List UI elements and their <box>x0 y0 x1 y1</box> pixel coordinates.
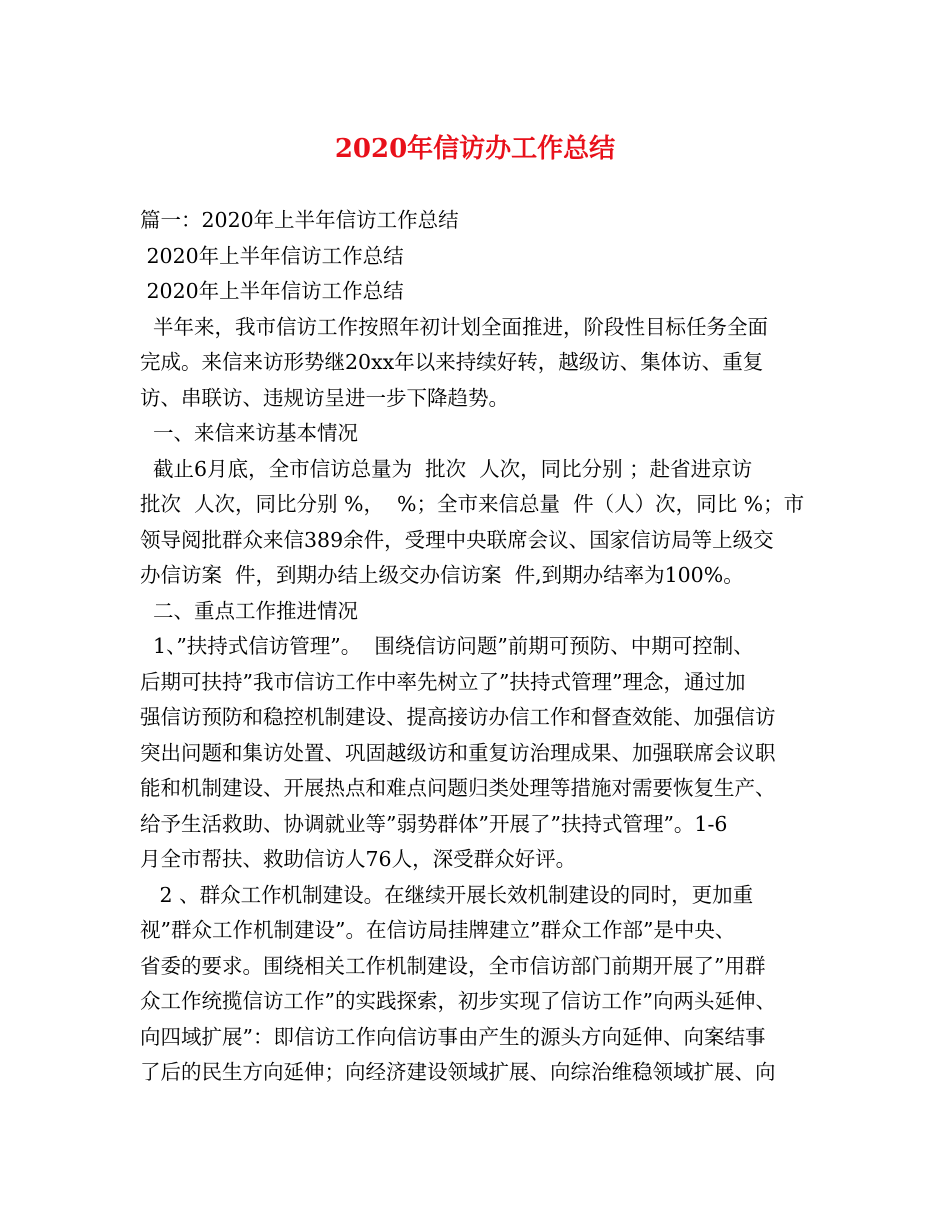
text-line: 一、来信来访基本情况 <box>140 421 359 445</box>
text-line: 2020年上半年信访工作总结 <box>140 243 404 268</box>
text-line: 省委的要求。围绕相关工作机制建设，全市信访部门前期开展了”用群 <box>140 953 766 978</box>
text-line: 强信访预防和稳控机制建设、提高接访办信工作和督查效能、加强信访 <box>140 705 776 729</box>
text-line: 2 、群众工作机制建设。在继续开展长效机制建设的同时，更加重 <box>140 882 754 907</box>
text-line: 向四域扩展”：即信访工作向信访事由产生的源头方向延伸、向案结事 <box>140 1024 766 1049</box>
document-body <box>140 203 825 1091</box>
text-line: 1、”扶持式信访管理”。 围绕信访问题”前期可预防、中期可控制、 <box>140 634 754 658</box>
text-line: 批次 人次，同比分别 %， %；全市来信总量 件（人）次，同比 %；市 <box>140 492 805 516</box>
text-line: 办信访案 件，到期办结上级交办信访案 件,到期办结率为100%。 <box>140 563 744 587</box>
text-line: 能和机制建设、开展热点和难点问题归类处理等措施对需要恢复生产、 <box>140 776 776 800</box>
text-line: 二、重点工作推进情况 <box>140 598 359 623</box>
document-title: 2020年信访办工作总结 <box>334 134 616 164</box>
text-line: 了后的民生方向延伸；向经济建设领域扩展、向综治维稳领域扩展、向 <box>140 1060 776 1084</box>
text-line: 众工作统揽信访工作”的实践探索，初步实现了信访工作”向两头延伸、 <box>140 989 776 1013</box>
text-line: 后期可扶持”我市信访工作中率先树立了”扶持式管理”理念，通过加 <box>140 669 746 694</box>
text-line: 给予生活救助、协调就业等”弱势群体”开展了”扶持式管理”。1-6 <box>140 811 728 836</box>
text-line: 月全市帮扶、救助信访人76人，深受群众好评。 <box>140 847 577 871</box>
text-line: 领导阅批群众来信389余件，受理中央联席会议、国家信访局等上级交 <box>140 527 774 552</box>
text-line: 截止6月底，全市信访总量为 批次 人次，同比分别 ；赴省进京访 <box>140 456 753 481</box>
text-line: 篇一：2020年上半年信访工作总结 <box>140 208 459 232</box>
text-line: 访、串联访、违规访呈进一步下降趋势。 <box>140 385 509 410</box>
text-line: 2020年上半年信访工作总结 <box>140 279 404 303</box>
text-line: 视”群众工作机制建设”。在信访局挂牌建立”群众工作部”是中央、 <box>140 918 736 942</box>
text-line: 半年来，我市信访工作按照年初计划全面推进，阶段性目标任务全面 <box>140 314 769 339</box>
text-line: 完成。来信来访形势继20xx年以来持续好转，越级访、集体访、重复 <box>140 350 764 374</box>
text-line: 突出问题和集访处置、巩固越级访和重复访治理成果、加强联席会议职 <box>140 740 776 765</box>
